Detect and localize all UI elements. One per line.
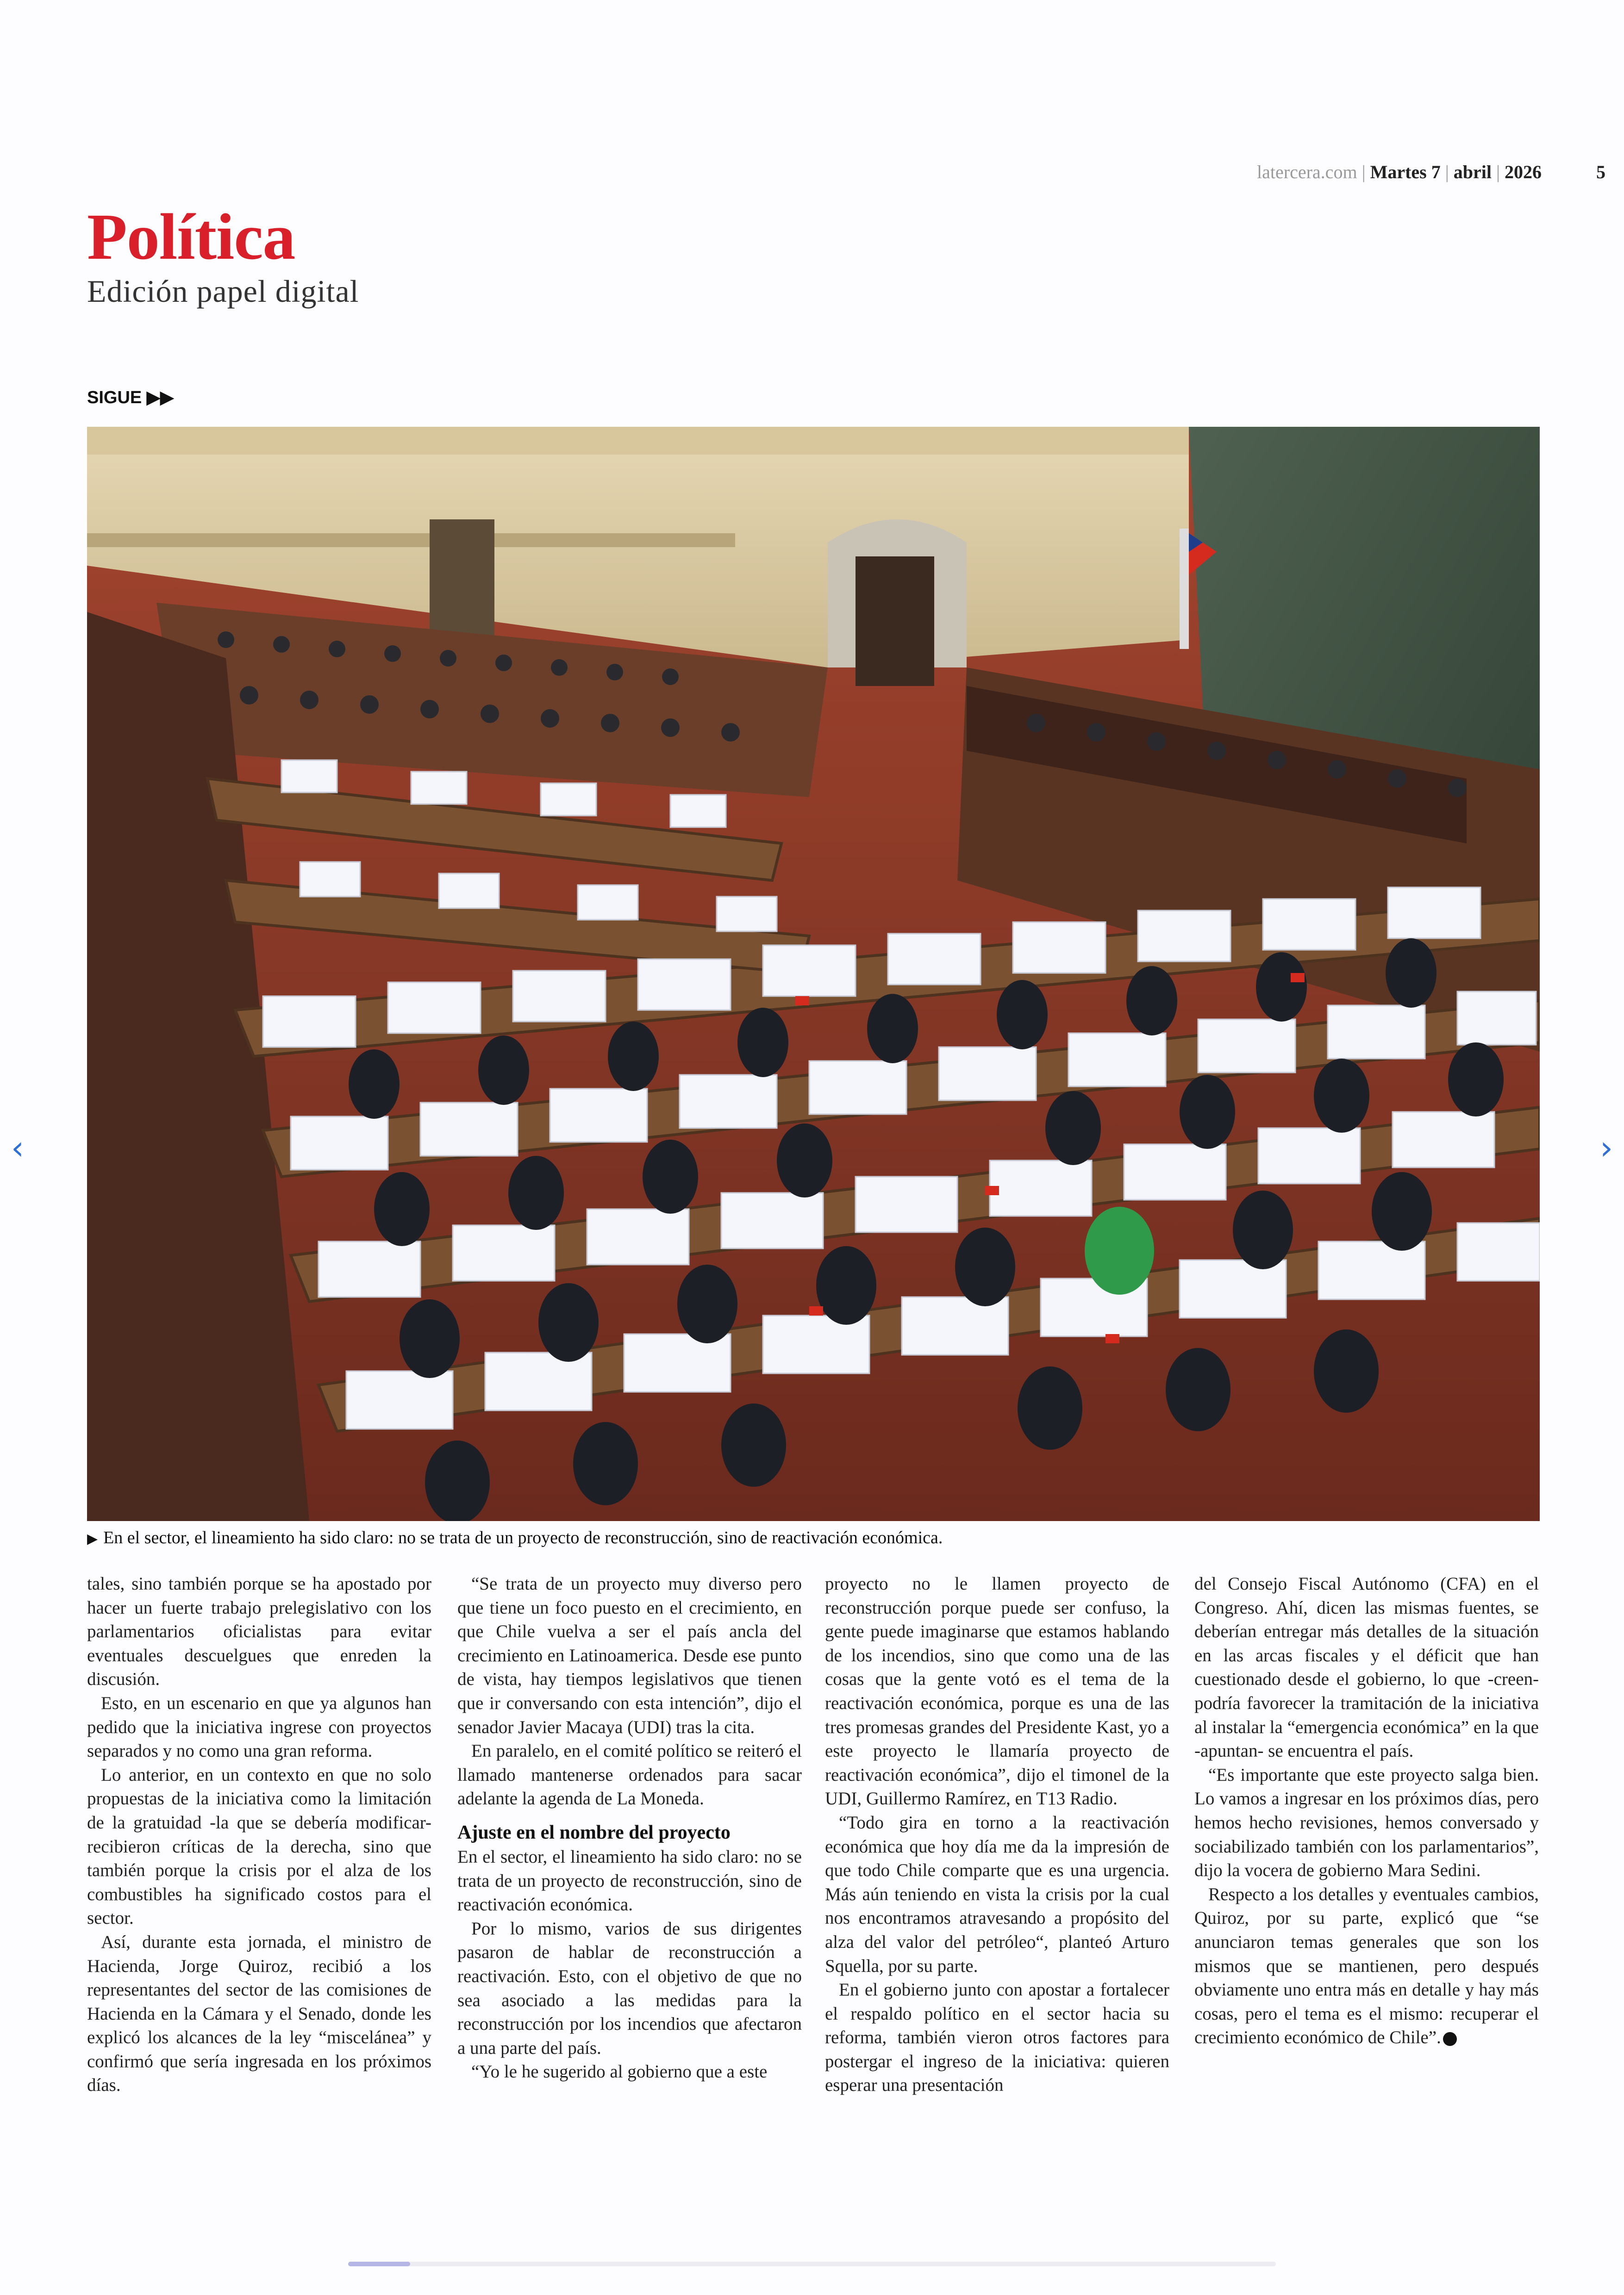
- caption-marker: ▶: [87, 1531, 98, 1547]
- paragraph: Así, durante esta jornada, el ministro de Hacienda, Jorge Quiroz, recibió a los representantes del sector de las comisiones de Hacienda en la Cámara y el Senado, donde les explicó los alcances de la ley “miscelánea” y confirmó que sería ingresada en los próximos días.: [87, 1932, 431, 2095]
- paragraph: En paralelo, en el comité político se reiteró el llamado mantenerse ordenados para sacar adelante la agenda de La Moneda.: [457, 1741, 802, 1809]
- photo-caption: [87, 1528, 1541, 1548]
- paragraph: En el gobierno junto con apostar a fortalecer el respaldo político en el sector hacia su reforma, también vieron otros factores para postergar el ingreso de la iniciativa: quieren esperar una presentación: [825, 1980, 1169, 2095]
- paragraph: Por lo mismo, varios de sus dirigentes pasaron de hablar de reconstrucción a reactivación. Esto, con el objetivo de que no sea asociado a las medidas para la reconstrucción por los incendios que afectaron a una parte del país.: [457, 1918, 802, 2058]
- paragraph: del Consejo Fiscal Autónomo (CFA) en el Congreso. Ahí, dicen las mismas fuentes, se deberían entregar más detalles de la situación en las arcas fiscales y el déficit que han cuestionado desde el gobierno, lo que -creen- podría favorecer la tramitación de la iniciativa al instalar la “emergencia económica” en la que -apuntan- se encuentra el país.: [1194, 1574, 1539, 1761]
- paragraph: En el sector, el lineamiento ha sido claro: no se trata de un proyecto de reconstrucción, sino de reactivación económica.: [457, 1846, 802, 1915]
- separator: |: [1445, 162, 1449, 182]
- page-scrollbar[interactable]: [348, 2262, 1276, 2266]
- paragraph: Esto, en un escenario en que ya algunos han pedido que la iniciativa ingrese con proyectos separados y no como una gran reforma.: [87, 1693, 431, 1761]
- end-mark-icon: [1443, 2032, 1457, 2046]
- page-number: 5: [1596, 162, 1605, 182]
- paragraph: proyecto no le llamen proyecto de reconstrucción porque puede ser confuso, la gente puede imaginarse que estamos hablando de los incendios, sino que como una de las cosas que la gente votó es el tema de la reactivación económica, porque es una de las tres promesas grandes del Presidente Kast, yo a este proyecto le llamaría proyecto de reactivación económica”, dijo el timonel de la UDI, Guillermo Ramírez, en T13 Radio.: [825, 1574, 1169, 1809]
- caption-text: En el sector, el lineamiento ha sido claro: no se trata de un proyecto de reconstrucción, sino de reactivación económica.: [103, 1528, 943, 1547]
- previous-page-button[interactable]: ‹: [11, 1129, 24, 1167]
- separator: |: [1496, 162, 1500, 182]
- paragraph: “Es importante que este proyecto salga bien. Lo vamos a ingresar en los próximos días, pero hemos hecho revisiones, hemos conversado y sociabilizado también con los parlamentarios”, dijo la vocera de gobierno Mara Sedini.: [1194, 1765, 1539, 1881]
- article-column-3: [825, 1572, 1169, 2097]
- date-line: [1257, 161, 1605, 183]
- month: abril: [1453, 162, 1492, 182]
- chamber-photo: [87, 427, 1540, 1521]
- paragraph: “Todo gira en torno a la reactivación económica que hoy día me da la impresión de que todo Chile comparte que es una urgencia. Más aún teniendo en vista la crisis por la cual nos encontramos atravesando a propósito del alza del valor del petróleo“, planteó Arturo Squella, por su parte.: [825, 1812, 1169, 1976]
- paragraph: “Yo le he sugerido al gobierno que a este: [471, 2062, 768, 2082]
- site-name: latercera.com: [1257, 162, 1357, 182]
- scrollbar-thumb[interactable]: [348, 2262, 410, 2266]
- paragraph: “Se trata de un proyecto muy diverso pero que tiene un foco puesto en el crecimiento, en que Chile vuelva a ser el país ancla del crecimiento en Latinoamerica. Desde ese punto de vista, hay tiempos legislativos que tienen que ir conversando con esta intención”, dijo el senador Javier Macaya (UDI) tras la cita.: [457, 1574, 802, 1737]
- paragraph-text: Respecto a los detalles y eventuales cambios, Quiroz, por su parte, explicó que “se anunciaron temas generales que son los mismos que se mantienen, pero después obviamente uno entra más en detalle y hay más cosas, pero el tema es el mismo: recuperar el crecimiento económico de Chile”.: [1194, 1884, 1539, 2048]
- article-column-4: [1194, 1572, 1539, 2050]
- subheading: Ajuste en el nombre del proyecto: [457, 1821, 731, 1843]
- paragraph: tales, sino también porque se ha apostado por hacer un fuerte trabajo prelegislativo con los parlamentarios oficialistas para evitar eventuales descuelgues que enreden la discusión.: [87, 1574, 431, 1690]
- paragraph: [1194, 1883, 1539, 2050]
- paragraph: Lo anterior, en un contexto en que no solo propuestas de la iniciativa como la limitación de la gratuidad -la que se debería modificar- recibieron críticas de la derecha, sino que también porque la crisis por el alza de los combustibles ha significado costos para el sector.: [87, 1765, 431, 1928]
- year: 2026: [1505, 162, 1542, 182]
- article-column-1: [87, 1572, 431, 2097]
- next-page-button[interactable]: ›: [1600, 1129, 1613, 1167]
- sigue-label: SIGUE ▶▶: [87, 388, 174, 407]
- weekday-day: Martes 7: [1370, 162, 1441, 182]
- article-column-2: [457, 1572, 802, 2084]
- separator: |: [1362, 162, 1366, 182]
- section-subtitle: Edición papel digital: [87, 274, 359, 309]
- section-title: Política: [87, 200, 295, 273]
